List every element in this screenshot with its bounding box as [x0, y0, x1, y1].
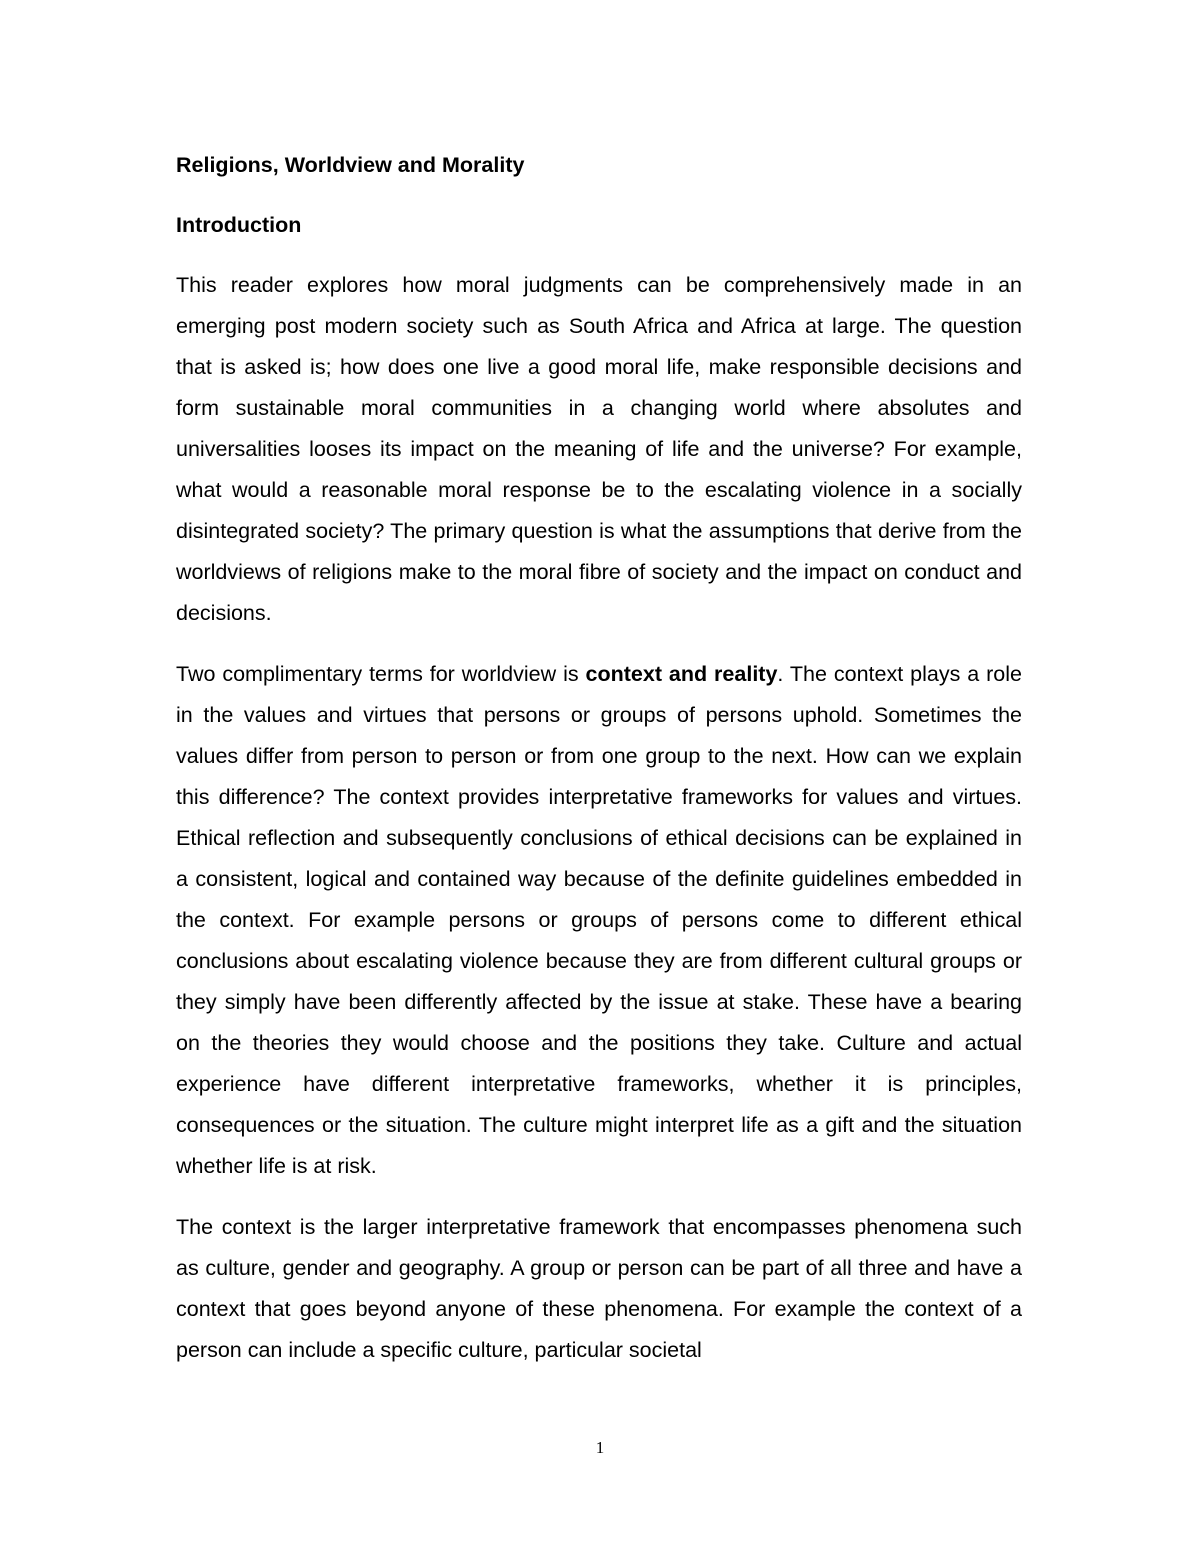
paragraph-2-emphasis: context and reality [585, 662, 778, 686]
page-content [176, 145, 1022, 1391]
section-heading-introduction: Introduction [176, 213, 302, 237]
paragraph-2-text-before: Two complimentary terms for worldview is [176, 662, 586, 686]
paragraph-3: The context is the larger interpretative framework that encompasses phenomena such as culture, gender and geography. A group or person can be part of all three and have a context that goes beyond anyone of these phenomena. For example the context of a person can include a specific culture, particular societal [176, 1215, 1022, 1362]
document-title: Religions, Worldview and Morality [176, 153, 525, 177]
paragraph-2-text-after: . The context plays a role in the values and virtues that persons or groups of persons uphold. Sometimes the values differ from person to person or from one group to the next. How can we explain this difference? The context provides interpretative frameworks for values and virtues. Ethical reflection and subsequently conclusions of ethical decisions can be explained in a consistent, logical and contained way because of the definite guidelines embedded in the context. For example persons or groups of persons come to different ethical conclusions about escalating violence because they are from different cultural groups or they simply have been differently affected by the issue at stake. These have a bearing on the theories they would choose and the positions they take. Culture and actual experience have different interpretative frameworks, whether it is principles, consequences or the situation. The culture might interpret life as a gift and the situation whether life is at risk. [176, 662, 1022, 1178]
paragraph-1: This reader explores how moral judgments can be comprehensively made in an emerging post modern society such as South Africa and Africa at large. The question that is asked is; how does one live a good moral life, make responsible decisions and form sustainable moral communities in a changing world where absolutes and universalities looses its impact on the meaning of life and the universe? For example, what would a reasonable moral response be to the escalating violence in a socially disintegrated society? The primary question is what the assumptions that derive from the worldviews of religions make to the moral fibre of society and the impact on conduct and decisions. [176, 273, 1022, 625]
page-number: 1 [595, 1438, 605, 1457]
paragraph-2 [176, 654, 1022, 1187]
